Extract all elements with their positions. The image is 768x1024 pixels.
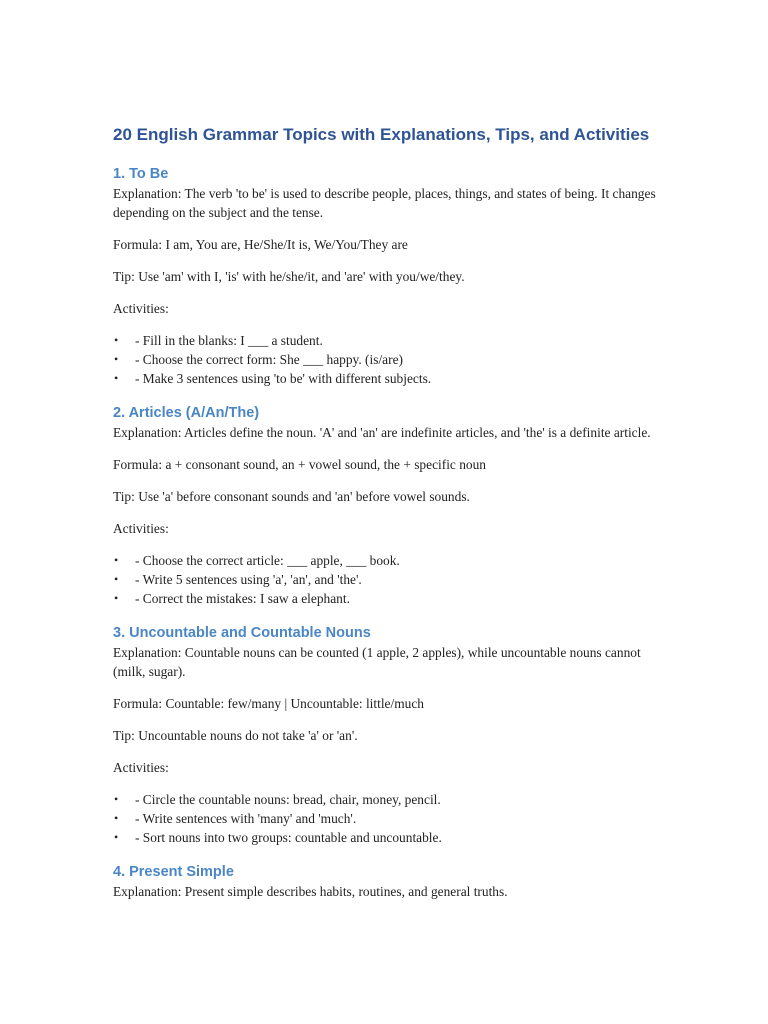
activities-list bbox=[113, 331, 658, 388]
section-heading: 4. Present Simple bbox=[113, 864, 234, 880]
explanation-text: Explanation: Articles define the noun. 'A' and 'an' are indefinite articles, and 'the' is a definite article. bbox=[113, 425, 651, 440]
activity-text: - Choose the correct article: ___ apple, ___ book. bbox=[135, 553, 400, 568]
bullet-icon: • bbox=[114, 591, 119, 605]
bullet-icon: • bbox=[114, 830, 119, 844]
list-item bbox=[113, 551, 658, 570]
tip-text: Tip: Uncountable nouns do not take 'a' or 'an'. bbox=[113, 728, 358, 743]
formula-text: Formula: I am, You are, He/She/It is, We/You/They are bbox=[113, 237, 408, 252]
formula-text: Formula: a + consonant sound, an + vowel sound, the + specific noun bbox=[113, 457, 486, 472]
activities-list bbox=[113, 790, 658, 847]
formula-text: Formula: Countable: few/many | Uncountable: little/much bbox=[113, 696, 424, 711]
explanation-text: Explanation: Countable nouns can be counted (1 apple, 2 apples), while uncountable nouns cannot (milk, sugar). bbox=[113, 645, 641, 679]
explanation-text: Explanation: The verb 'to be' is used to describe people, places, things, and states of being. It changes depending on the subject and the tense. bbox=[113, 186, 656, 220]
bullet-icon: • bbox=[114, 553, 119, 567]
section-countable-nouns bbox=[113, 619, 658, 847]
activity-text: - Choose the correct form: She ___ happy. (is/are) bbox=[135, 352, 403, 367]
section-heading: 2. Articles (A/An/The) bbox=[113, 405, 260, 421]
list-item bbox=[113, 589, 658, 608]
list-item bbox=[113, 828, 658, 847]
activities-label: Activities: bbox=[113, 521, 169, 536]
section-heading: 1. To Be bbox=[113, 166, 169, 182]
section-articles bbox=[113, 399, 658, 608]
activities-label: Activities: bbox=[113, 760, 169, 775]
bullet-icon: • bbox=[114, 811, 119, 825]
activity-text: - Circle the countable nouns: bread, chair, money, pencil. bbox=[135, 792, 441, 807]
activity-text: - Fill in the blanks: I ___ a student. bbox=[135, 333, 323, 348]
bullet-icon: • bbox=[114, 333, 119, 347]
list-item bbox=[113, 350, 658, 369]
activity-text: - Sort nouns into two groups: countable and uncountable. bbox=[135, 830, 442, 845]
bullet-icon: • bbox=[114, 792, 119, 806]
tip-text: Tip: Use 'a' before consonant sounds and 'an' before vowel sounds. bbox=[113, 489, 470, 504]
list-item bbox=[113, 790, 658, 809]
bullet-icon: • bbox=[114, 371, 119, 385]
bullet-icon: • bbox=[114, 572, 119, 586]
activities-label: Activities: bbox=[113, 301, 169, 316]
tip-text: Tip: Use 'am' with I, 'is' with he/she/it, and 'are' with you/we/they. bbox=[113, 269, 465, 284]
explanation-text: Explanation: Present simple describes habits, routines, and general truths. bbox=[113, 884, 508, 899]
activities-list bbox=[113, 551, 658, 608]
section-to-be bbox=[113, 160, 658, 388]
activity-text: - Correct the mistakes: I saw a elephant. bbox=[135, 591, 350, 606]
activity-text: - Make 3 sentences using 'to be' with different subjects. bbox=[135, 371, 432, 386]
document-body bbox=[113, 124, 658, 914]
activity-text: - Write sentences with 'many' and 'much'. bbox=[135, 811, 357, 826]
section-heading: 3. Uncountable and Countable Nouns bbox=[113, 625, 371, 641]
list-item bbox=[113, 369, 658, 388]
section-present-simple bbox=[113, 858, 658, 901]
bullet-icon: • bbox=[114, 352, 119, 366]
document-title: 20 English Grammar Topics with Explanations, Tips, and Activities bbox=[113, 125, 650, 144]
list-item bbox=[113, 331, 658, 350]
activity-text: - Write 5 sentences using 'a', 'an', and 'the'. bbox=[135, 572, 362, 587]
list-item bbox=[113, 809, 658, 828]
list-item bbox=[113, 570, 658, 589]
